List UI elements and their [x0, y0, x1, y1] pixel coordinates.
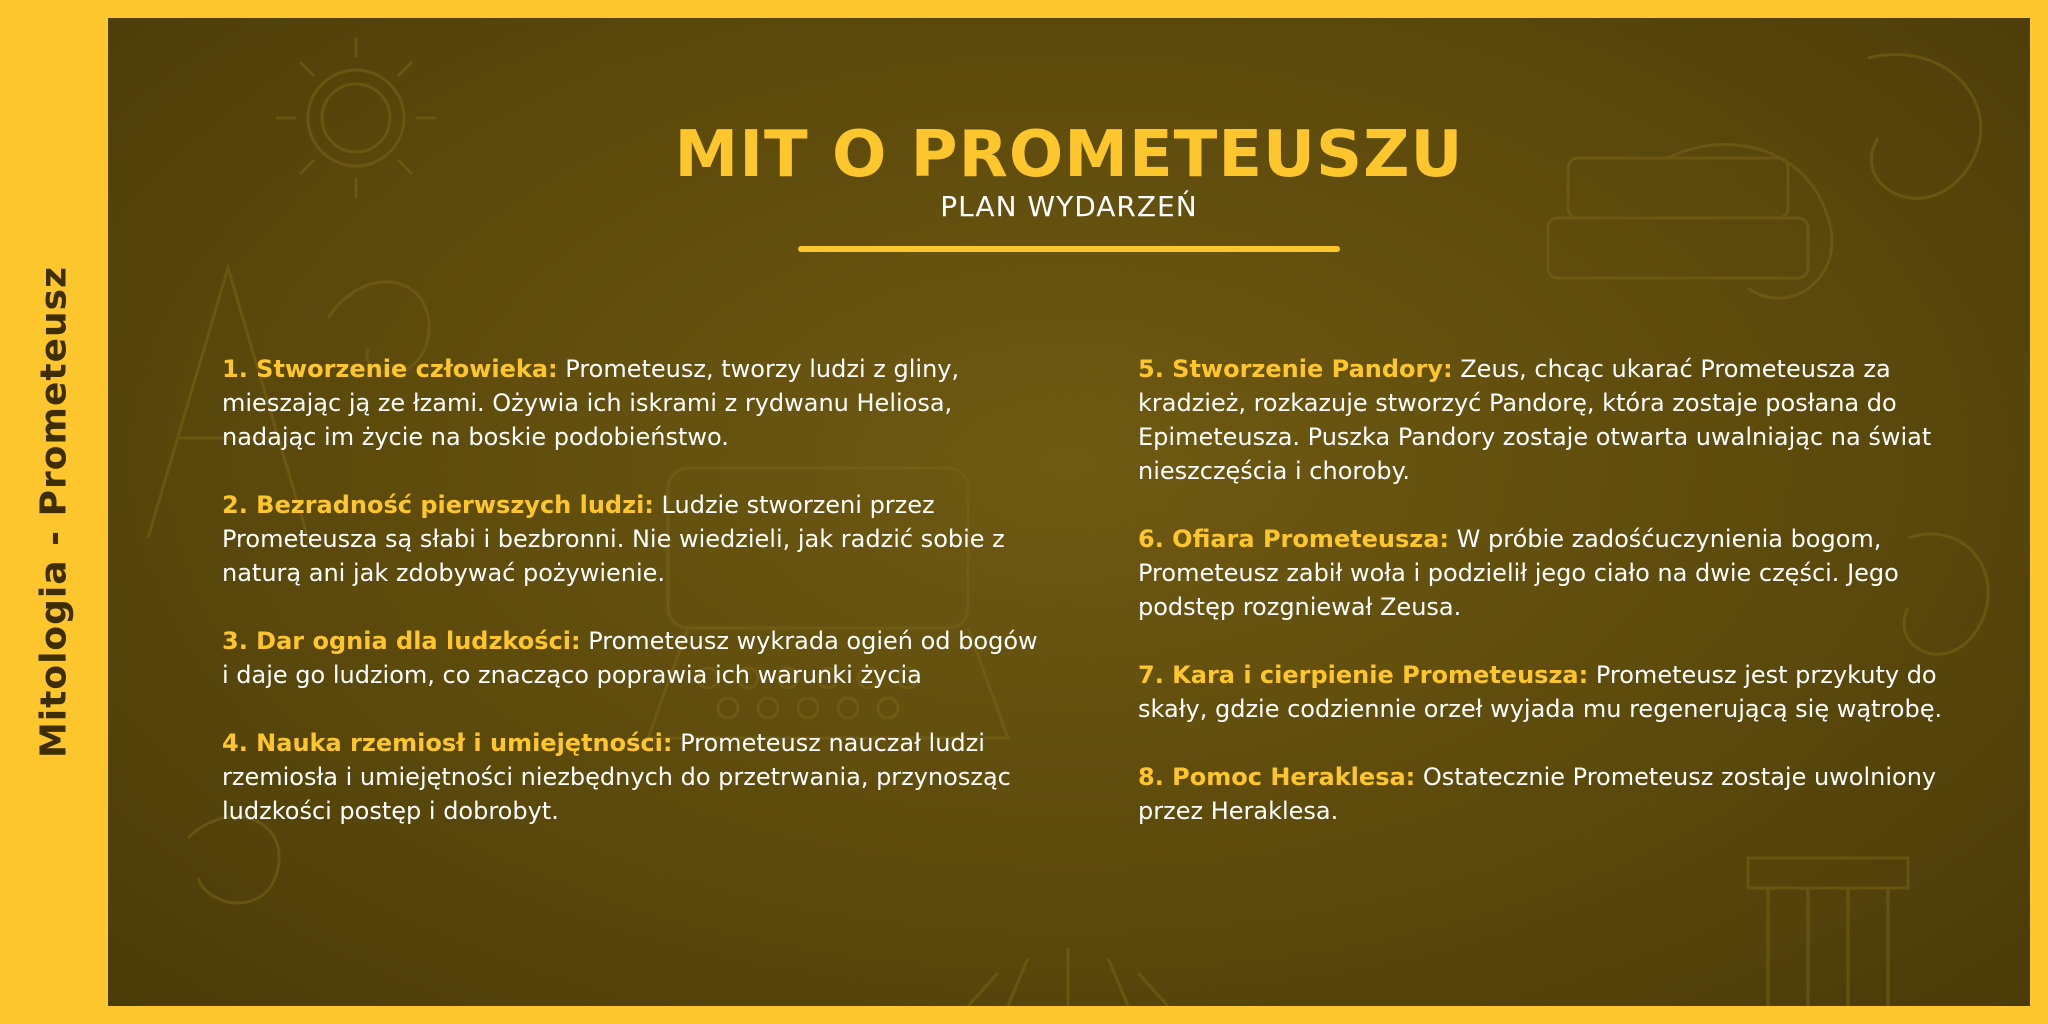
event-text: Ludzie stworzeni przez Prometeusza są słabi i bezbronni. Nie wiedzieli, jak radzić sobie z naturą ani jak zdobywać pożywienie. [222, 491, 1005, 587]
event-text: Prometeusz, tworzy ludzi z gliny, mieszając ją ze łzami. Ożywia ich iskrami z rydwanu Heliosa, nadając im życie na boskie podobieństwo. [222, 355, 960, 451]
content-panel [108, 18, 2030, 1006]
event-heading: 8. Pomoc Heraklesa: [1138, 763, 1416, 791]
event-heading: 4. Nauka rzemiosł i umiejętności: [222, 729, 673, 757]
page-subtitle: PLAN WYDARZEŃ [940, 190, 1198, 223]
event-item [1138, 522, 1958, 624]
event-item [1138, 352, 1958, 488]
event-item [1138, 760, 1958, 828]
event-item [1138, 658, 1958, 726]
event-text: Prometeusz wykrada ogień od bogów i daje go ludziom, co znacząco poprawia ich warunki życia [222, 627, 1038, 689]
event-item [222, 488, 1042, 590]
event-text: Prometeusz nauczał ludzi rzemiosła i umiejętności niezbędnych do przetrwania, przynosząc ludzkości postęp i dobrobyt. [222, 729, 1011, 825]
event-heading: 1. Stworzenie człowieka: [222, 355, 558, 383]
events-column-left [222, 352, 1042, 862]
sidebar-vertical-title: Mitologia - Prometeusz [33, 265, 75, 759]
event-text: Zeus, chcąc ukarać Prometeusza za kradzież, rozkazuje stworzyć Pandorę, która zostaje posłana do Epimeteusza. Puszka Pandory zostaje otwarta uwalniając na świat nieszczęścia i choroby. [1138, 355, 1932, 485]
page-title: MIT O PROMETEUSZU [674, 118, 1464, 192]
event-heading: 3. Dar ognia dla ludzkości: [222, 627, 581, 655]
event-text: W próbie zadośćuczynienia bogom, Prometeusz zabił woła i podzielił jego ciało na dwie części. Jego podstęp rozgniewał Zeusa. [1138, 525, 1899, 621]
title-divider [798, 246, 1340, 252]
event-heading: 2. Bezradność pierwszych ludzi: [222, 491, 654, 519]
event-heading: 7. Kara i cierpienie Prometeusza: [1138, 661, 1589, 689]
event-heading: 6. Ofiara Prometeusza: [1138, 525, 1450, 553]
event-heading: 5. Stworzenie Pandory: [1138, 355, 1453, 383]
event-item [222, 726, 1042, 828]
event-item [222, 624, 1042, 692]
events-column-right [1138, 352, 1958, 862]
event-text: Ostatecznie Prometeusz zostaje uwolniony przez Heraklesa. [1138, 763, 1937, 825]
event-text: Prometeusz jest przykuty do skały, gdzie codziennie orzeł wyjada mu regenerującą się wątrobę. [1138, 661, 1943, 723]
event-item [222, 352, 1042, 454]
